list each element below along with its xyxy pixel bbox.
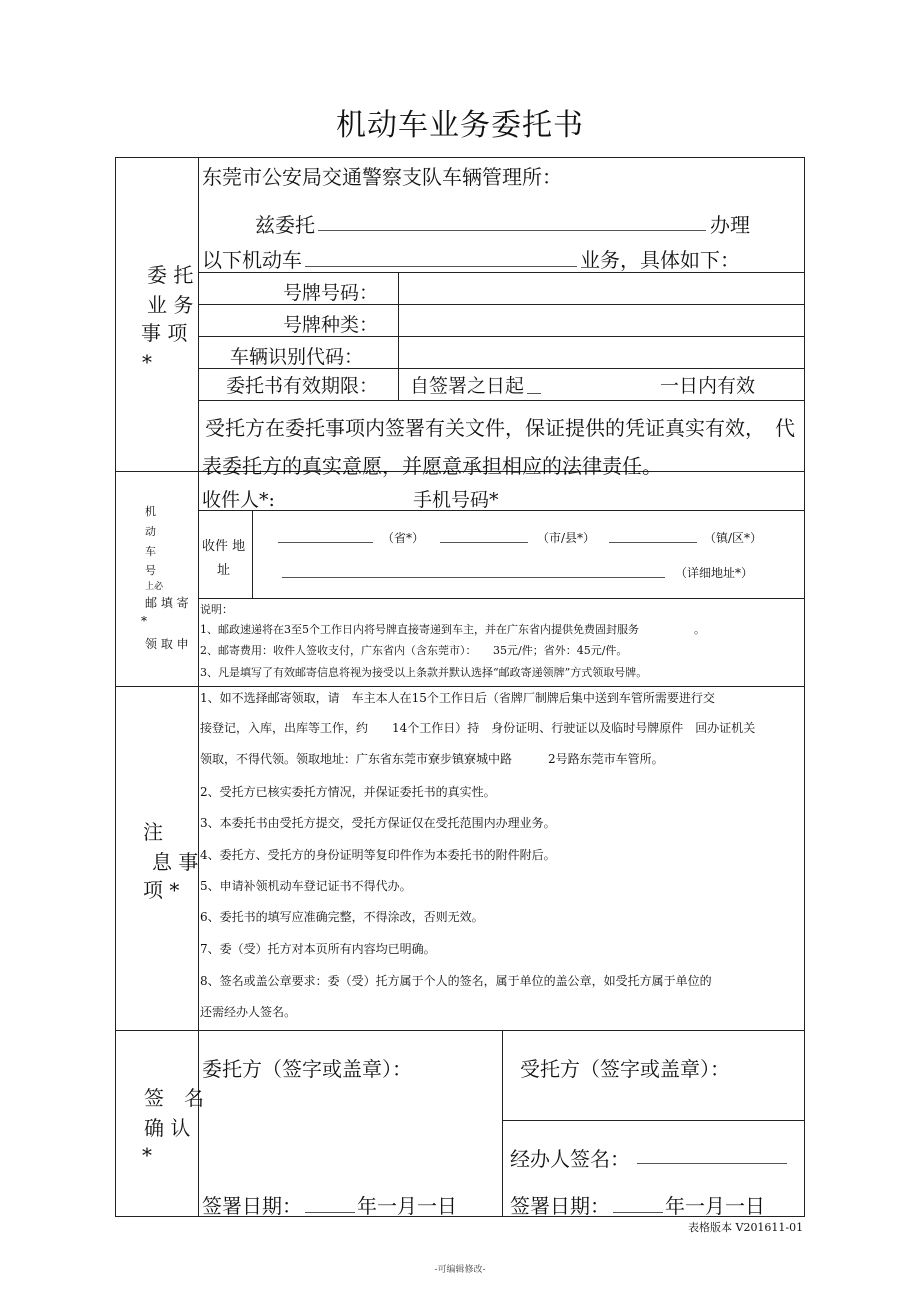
notes-title: 说明： [200,603,233,616]
section2-label-line5: 上必 [145,582,164,592]
plate-type-field[interactable] [405,310,795,334]
notice-1b: 接登记，入库，出库等工作，约 14个工作日）持 身份证明、行驶证以及临时号牌原件 回办证机关 [200,721,756,735]
handler-signature-label: 经办人签名： [510,1147,630,1171]
notice-3: 3、本委托书由受托方提交，受托方保证仅在受托范围内办理业务。 [200,816,556,830]
addressee: 东莞市公安局交通警察支队车辆管理所： [202,165,562,189]
form-version: 表格版本 V201611-01 [688,1221,804,1234]
section2-label-line8: 领 取 申 [145,637,189,651]
entrustor-signature-label: 委托方（签字或盖章）： [202,1057,412,1081]
trustee-signature-label: 受托方（签字或盖章）： [520,1057,730,1081]
validity-suffix: 一日内有效 [660,375,756,397]
address-label-line1: 收件 地 [202,539,246,554]
section2-label-line4: 号 [145,564,156,577]
entrustee-name-field[interactable] [318,230,706,231]
notice-1c: 领取，不得代领。领取地址：广东省东莞市寮步镇寮城中路 2号路东莞市车管所。 [200,752,664,766]
note-1: 1、邮政速递将在3至5个工作日内将号牌直接寄递到车主，并在广东省内提供免费固封服务 。 [200,623,705,636]
section3-label-line3: 项 * [143,878,180,902]
notice-5: 5、申请补领机动车登记证书不得代办。 [200,879,412,893]
phone-label: 手机号码* [413,489,499,511]
section2-label-line6: 邮 填 寄 [145,596,189,610]
page-title: 机动车业务委托书 [336,108,584,143]
recipient-label: 收件人*: [202,489,275,511]
city-field[interactable] [440,542,528,543]
entrustor-date-suffix: 年一月一日 [357,1194,457,1218]
business-type-field[interactable] [305,266,577,267]
section4-label-line2: 确 认 [144,1116,191,1140]
section2-label-line1: 机 [145,505,156,518]
section4-label-line1: 签 名 [144,1086,204,1110]
trustee-date-suffix: 年一月一日 [665,1194,765,1218]
notice-4: 4、委托方、受托方的身份证明等复印件作为本委托书的附件附后。 [200,848,556,862]
footer-editable: -可编辑修改- [434,1265,486,1275]
entrust-suffix: 办理 [710,213,750,237]
validity-days-field[interactable] [527,393,541,394]
notice-1a: 1、如不选择邮寄领取，请 车主本人在15个工作日后（省牌厂制牌后集中送到车管所需要进行交 [200,691,715,705]
notice-6: 6、委托书的填写应准确完整，不得涂改，否则无效。 [200,910,484,924]
trustee-date-field[interactable] [613,1212,663,1213]
detail-address-field[interactable] [282,577,665,578]
section4-label-line3: * [142,1143,152,1167]
notice-7: 7、委（受）托方对本页所有内容均已明确。 [200,942,436,956]
town-label: （镇/区*） [704,531,763,545]
note-3: 3、凡是填写了有效邮寄信息将视为接受以上条款并默认选择“邮政寄递领牌”方式领取号牌。 [200,666,648,679]
address-label-line2: 址 [217,563,231,578]
note-2: 2、邮寄费用：收件人签收支付，广东省内（含东莞市）： 35元/件；省外：45元/件。 [200,644,628,657]
plate-number-field[interactable] [405,278,795,302]
province-field[interactable] [278,542,373,543]
notice-2: 2、受托方已核实委托方情况，并保证委托书的真实性。 [200,785,496,799]
trustee-date-label: 签署日期： [510,1194,610,1218]
entrust-prefix: 兹委托 [255,213,315,237]
vehicle-prefix: 以下机动车 [202,248,302,272]
section2-label-line7: * [141,614,147,628]
entrustor-date-label: 签署日期： [202,1194,302,1218]
notice-8a: 8、签名或盖公章要求：委（受）托方属于个人的签名，属于单位的盖公章，如受托方属于单位的 [200,974,712,988]
section2-label-line3: 车 [145,545,156,558]
validity-label: 委托书有效期限： [226,375,379,397]
section2-label-line2: 动 [145,525,156,538]
entrustor-date-field[interactable] [305,1212,355,1213]
section1-label-line4: * [142,350,152,374]
plate-type-label: 号牌种类： [283,314,379,336]
section1-label-line1: 委 托 [147,263,194,287]
vin-label: 车辆识别代码： [230,346,364,368]
detail-address-label: （详细地址*） [675,566,754,580]
section3-label-line2: 息 事 [152,850,199,874]
plate-number-label: 号牌号码： [283,282,379,304]
vin-field[interactable] [405,342,795,366]
section3-label-line1: 注 [143,820,163,844]
section1-label-line2: 业 务 [147,293,194,317]
town-field[interactable] [609,542,697,543]
statement-line1: 受托方在委托事项内签署有关文件，保证提供的凭证真实有效， 代 [205,416,795,440]
vehicle-suffix: 业务，具体如下： [580,248,740,272]
city-label: （市/县*） [537,531,596,545]
statement-line2: 表委托方的真实意愿，并愿意承担相应的法律责任。 [202,454,662,478]
validity-prefix: 自签署之日起 [410,375,525,397]
notice-8b: 还需经办人签名。 [200,1005,297,1019]
handler-signature-field[interactable] [637,1163,787,1164]
section1-label-line3: 事 项 [141,321,188,345]
province-label: （省*） [382,531,425,545]
